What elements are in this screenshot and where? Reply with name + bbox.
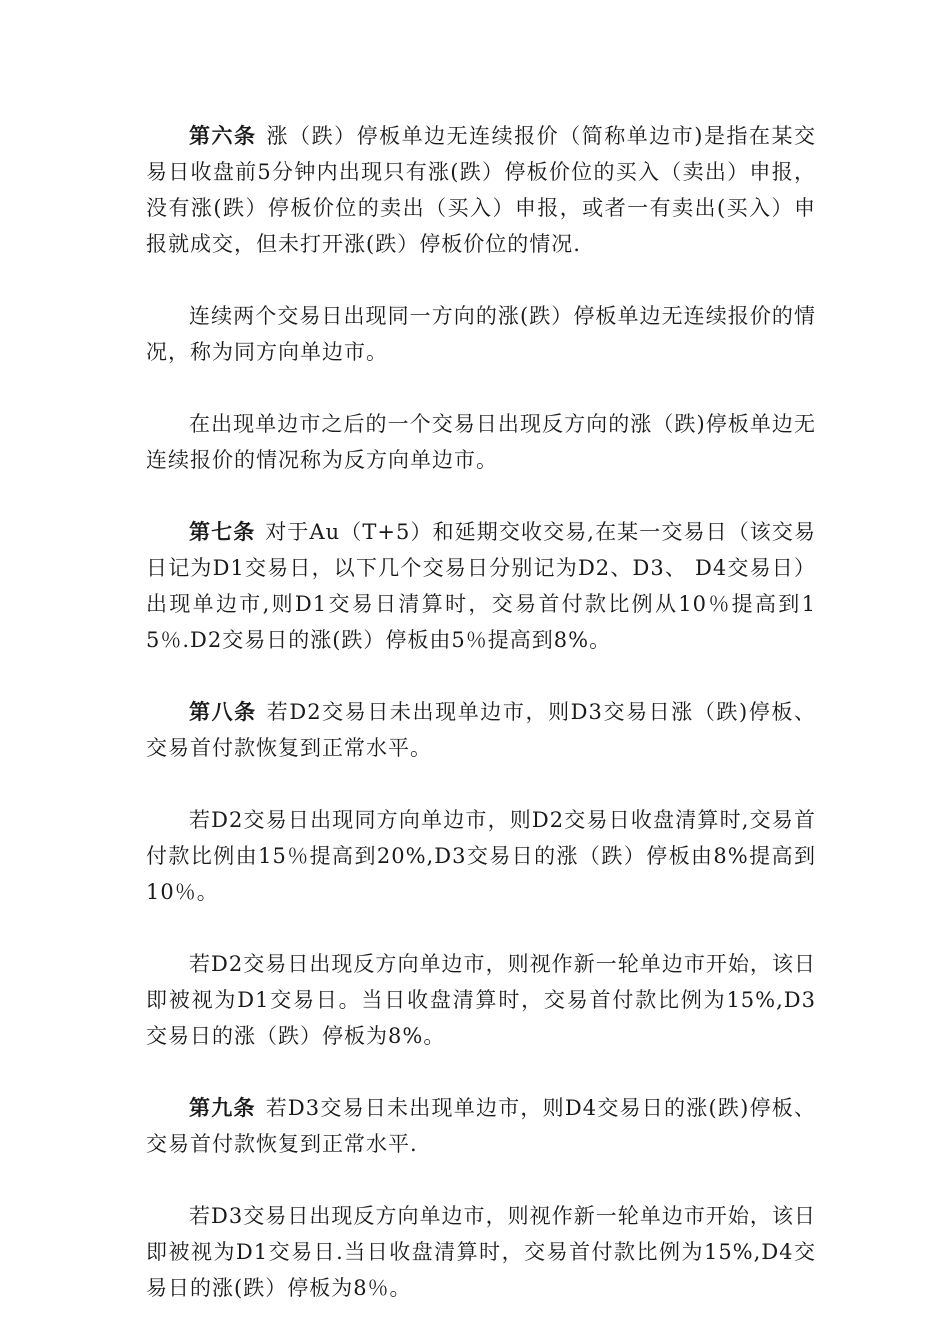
d2-same-direction-paragraph: [146, 802, 816, 910]
same-direction-text: 连续两个交易日出现同一方向的涨(跌）停板单边无连续报价的情况，称为同方向单边市。: [146, 304, 816, 364]
article-9-paragraph: [146, 1090, 816, 1162]
article-6-heading: 第六条: [189, 124, 257, 148]
article-9-text: 若D3交易日未出现单边市，则D4交易日的涨(跌)停板、交易首付款恢复到正常水平.: [146, 1096, 817, 1156]
article-9-heading: 第九条: [189, 1096, 256, 1120]
same-direction-paragraph: [146, 298, 816, 370]
reverse-direction-paragraph: [146, 406, 816, 478]
reverse-direction-text: 在出现单边市之后的一个交易日出现反方向的涨（跌)停板单边无连续报价的情况称为反方向单边市。: [146, 412, 816, 472]
d2-reverse-direction-paragraph: [146, 946, 816, 1054]
d2-same-direction-text: 若D2交易日出现同方向单边市，则D2交易日收盘清算时,交易首付款比例由15％提高到20%,D3交易日的涨（跌）停板由8%提高到10％。: [146, 808, 816, 904]
article-8-text: 若D2交易日未出现单边市，则D3交易日涨（跌)停板、交易首付款恢复到正常水平。: [146, 700, 816, 760]
d3-reverse-direction-text: 若D3交易日出现反方向单边市，则视作新一轮单边市开始，该日即被视为D1交易日.当日收盘清算时，交易首付款比例为15%,D4交易日的涨(跌）停板为8％。: [146, 1204, 816, 1300]
article-7-paragraph: [146, 514, 816, 658]
d2-reverse-direction-text: 若D2交易日出现反方向单边市，则视作新一轮单边市开始，该日即被视为D1交易日。当日收盘清算时，交易首付款比例为15%,D3交易日的涨（跌）停板为8%。: [146, 952, 816, 1048]
d3-reverse-direction-paragraph: [146, 1198, 816, 1306]
article-8-paragraph: [146, 694, 816, 766]
article-6-text: 涨（跌）停板单边无连续报价（简称单边市)是指在某交易日收盘前5分钟内出现只有涨(跌）停板价位的买入（卖出）申报，没有涨(跌）停板价位的卖出（买入）申报，或者一有卖出(买入）申报就成交，但未打开涨(跌）停板价位的情况.: [146, 124, 817, 256]
article-8-heading: 第八条: [189, 700, 257, 724]
article-7-text: 对于Au（T+5）和延期交收交易,在某一交易日（该交易日记为D1交易日，以下几个交易日分别记为D2、D3、 D4交易日）出现单边市,则D1交易日清算时，交易首付款比例从10％提高到15％.D2交易日的涨(跌）停板由5％提高到8%。: [146, 520, 817, 652]
document-page: [146, 118, 816, 1342]
article-6-paragraph: [146, 118, 816, 262]
article-7-heading: 第七条: [189, 520, 256, 544]
